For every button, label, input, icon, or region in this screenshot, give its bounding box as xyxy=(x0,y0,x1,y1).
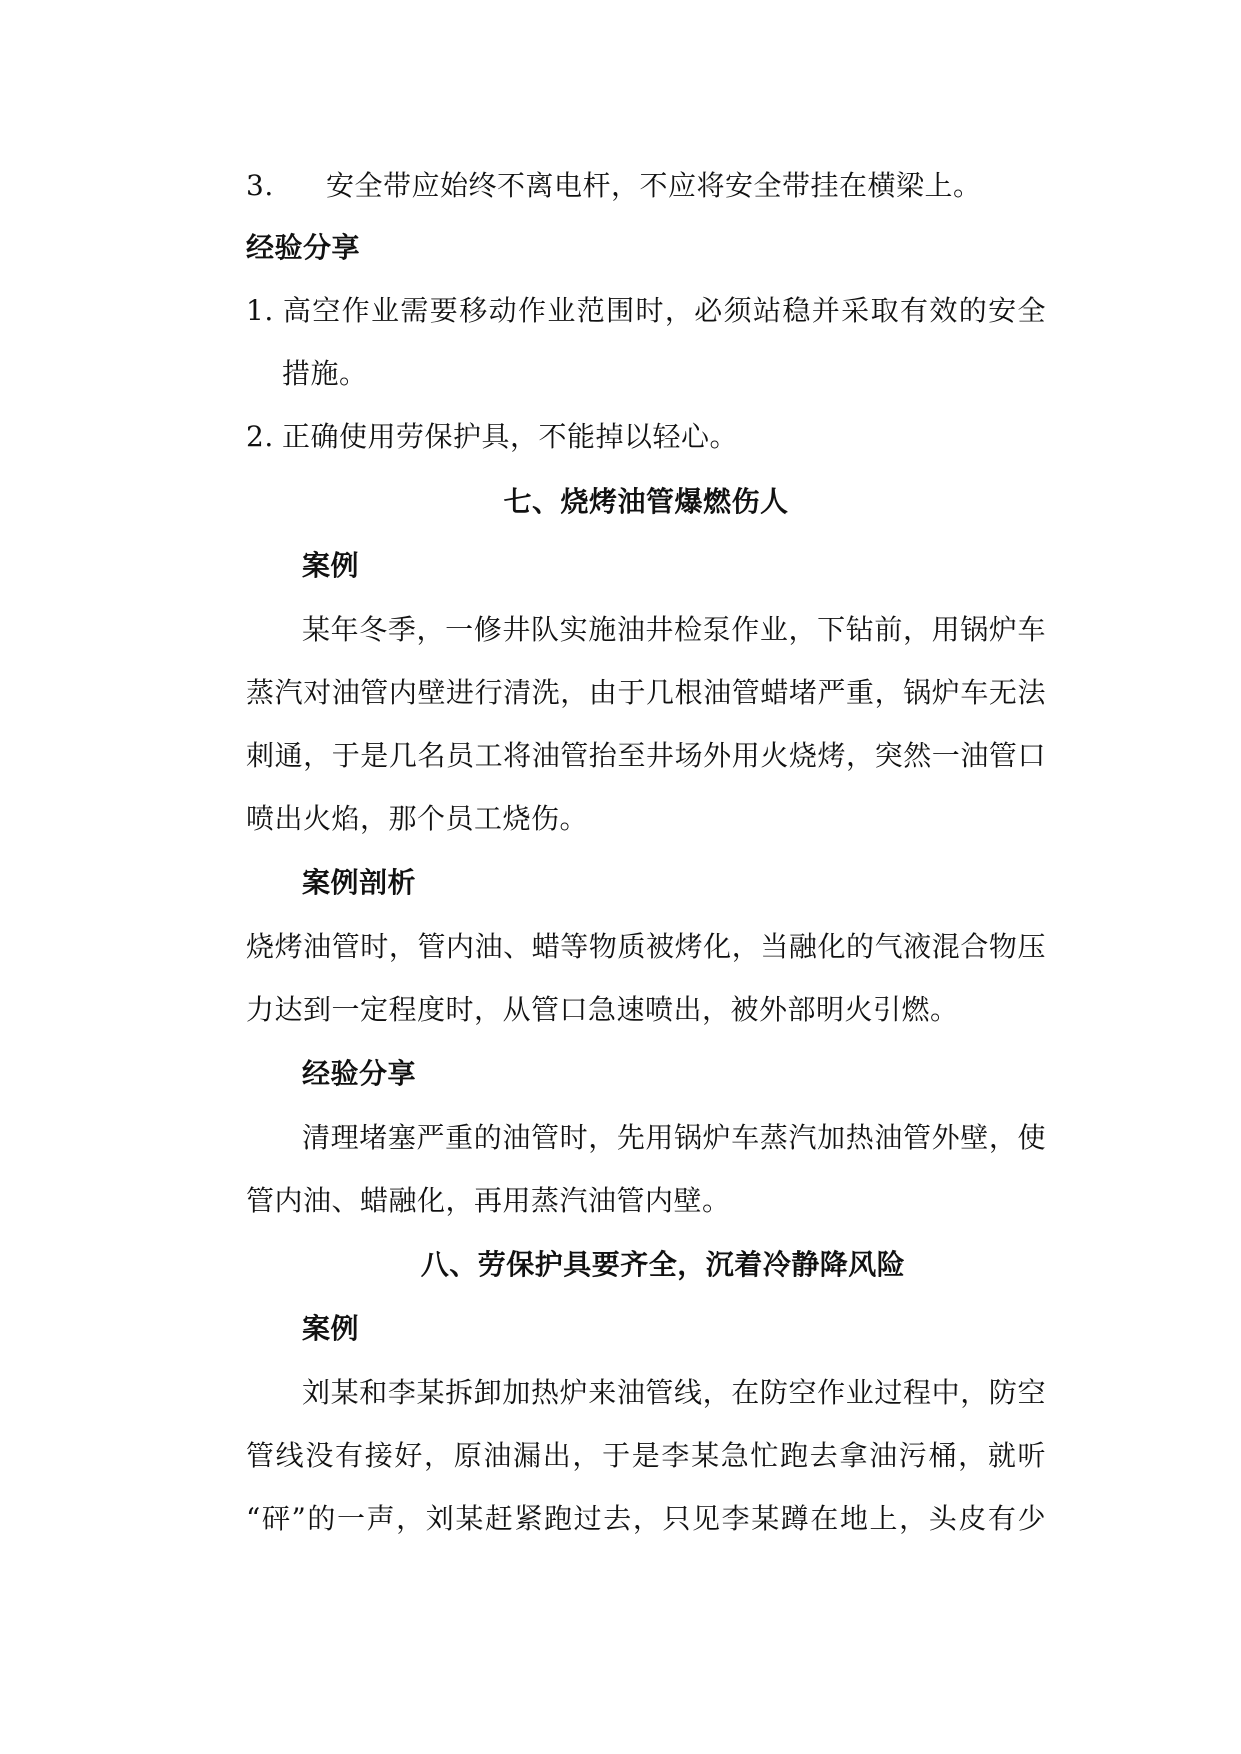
list-text: 高空作业需要移动作业范围时，必须站稳并采取有效的安全 xyxy=(282,294,1046,327)
experience-heading: 经验分享 xyxy=(246,231,361,264)
list-text: 安全带应始终不离电杆，不应将安全带挂在横梁上。 xyxy=(326,169,982,202)
section-7-title: 七、烧烤油管爆燃伤人 xyxy=(503,485,789,518)
list-text: 正确使用劳保护具，不能掉以轻心。 xyxy=(282,420,739,453)
list-number: 2. xyxy=(246,420,274,453)
list-number: 3. xyxy=(246,169,274,202)
analysis-paragraph-line-1: 烧烤油管时，管内油、蜡等物质被烤化，当融化的气液混合物压 xyxy=(246,930,1046,963)
case-heading: 案例 xyxy=(302,549,360,582)
section-8-title: 八、劳保护具要齐全，沉着冷静降风险 xyxy=(420,1248,906,1281)
list-number: 1. xyxy=(246,294,274,327)
experience-paragraph-line-1: 清理堵塞严重的油管时，先用锅炉车蒸汽加热油管外壁，使 xyxy=(302,1121,1046,1154)
case-heading: 案例 xyxy=(302,1312,360,1345)
case-paragraph-line-3: 刺通，于是几名员工将油管抬至井场外用火烧烤，突然一油管口 xyxy=(246,739,1046,772)
analysis-heading: 案例剖析 xyxy=(302,866,417,899)
experience-heading: 经验分享 xyxy=(302,1057,417,1090)
case-paragraph-line-1: 某年冬季，一修井队实施油井检泵作业，下钻前，用锅炉车 xyxy=(302,613,1046,646)
experience-item-2 xyxy=(246,419,1046,455)
case-paragraph-line-1: 刘某和李某拆卸加热炉来油管线，在防空作业过程中，防空 xyxy=(302,1376,1046,1409)
experience-item-1-line-2: 措施。 xyxy=(282,357,368,390)
case-paragraph-line-2: 管线没有接好，原油漏出，于是李某急忙跑去拿油污桶，就听 xyxy=(246,1439,1046,1472)
experience-paragraph-line-2: 管内油、蜡融化，再用蒸汽油管内壁。 xyxy=(246,1184,731,1217)
case-paragraph-line-4: 喷出火焰，那个员工烧伤。 xyxy=(246,802,589,835)
analysis-paragraph-line-2: 力达到一定程度时，从管口急速喷出，被外部明火引燃。 xyxy=(246,993,959,1026)
case-paragraph-line-3: “砰”的一声，刘某赶紧跑过去，只见李某蹲在地上，头皮有少 xyxy=(246,1502,1046,1535)
case-paragraph-line-2: 蒸汽对油管内壁进行清洗，由于几根油管蜡堵严重，锅炉车无法 xyxy=(246,676,1046,709)
list-item-3 xyxy=(246,168,1046,204)
experience-item-1-line-1 xyxy=(246,293,1046,329)
